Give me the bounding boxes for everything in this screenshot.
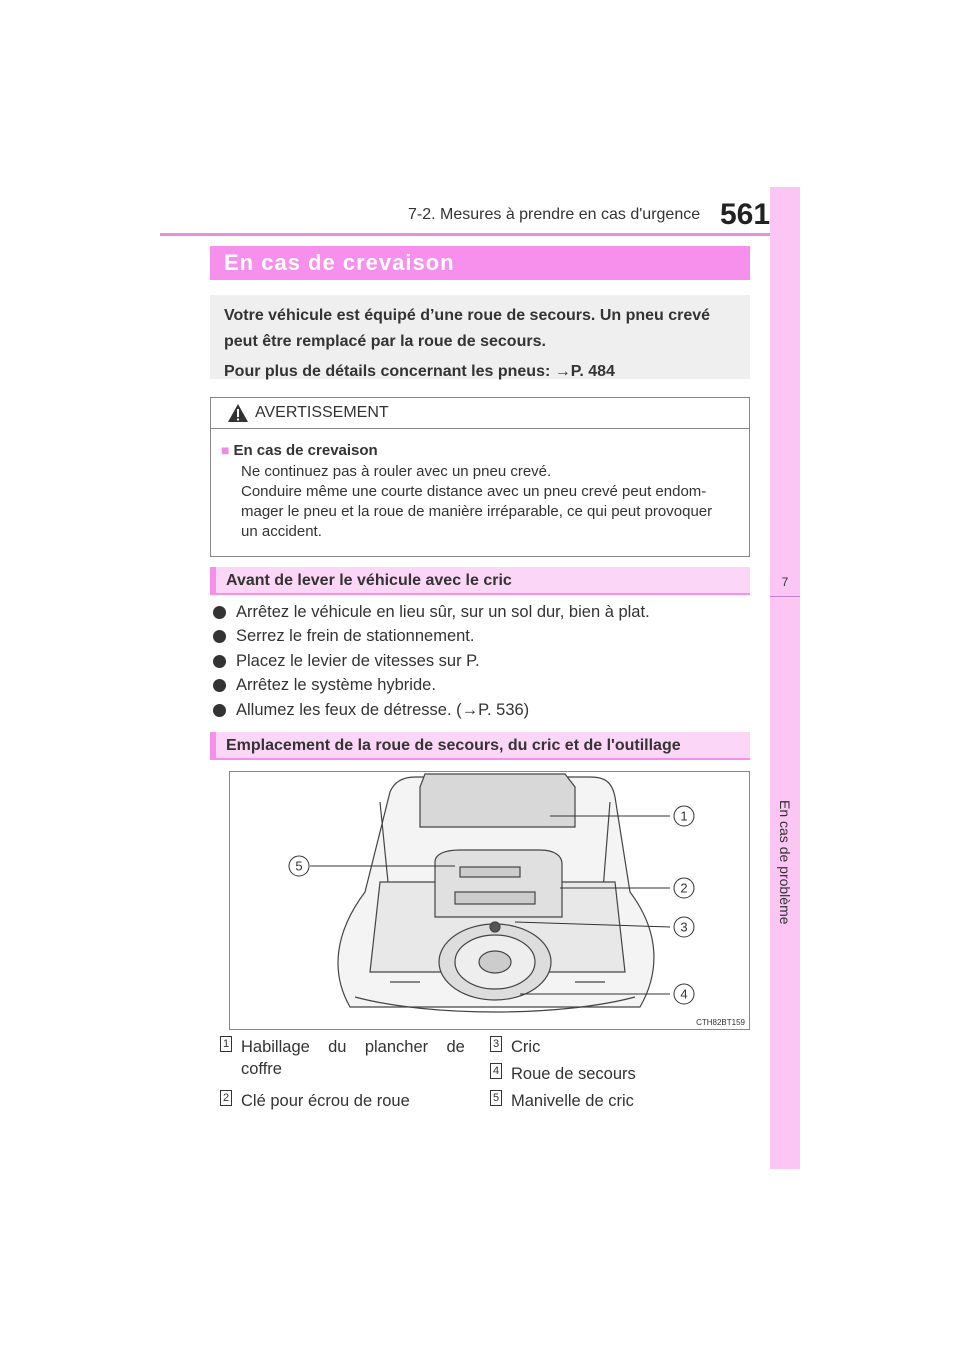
callout-5-label: 5 [295,858,303,874]
warning-body [241,462,741,542]
figure-code: CTH82BT159 [696,1018,745,1027]
warning-subheading-text: En cas de crevaison [233,442,378,459]
bullet-dot-icon [213,704,226,717]
section-underline [210,593,750,595]
warning-line-3: mager le pneu et la roue de manière irréparable, ce qui peut provoquer [241,503,713,520]
bullet-text: Allumez les feux de détresse. (→P. 536) [236,700,530,719]
list-item [213,649,753,674]
warning-subheading [221,442,378,459]
page-title [210,246,750,280]
section-underline [210,758,750,760]
bullet-dot-icon [213,606,226,619]
callout-1 [674,806,694,826]
callout-2-label: 2 [680,880,688,896]
bullet-text: Arrêtez le système hybride. [236,676,436,695]
warning-line-4: un accident. [241,523,322,540]
callout-3-label: 3 [680,919,688,935]
section-heading-location-text: Emplacement de la roue de secours, du cric et de l'outillage [226,737,681,754]
legend-number-badge: 3 [490,1036,502,1052]
section-heading-before-jacking-text: Avant de lever le véhicule avec le cric [226,572,512,589]
chapter-divider [770,596,800,597]
header-rule [160,233,800,236]
chapter-side-tab [770,187,800,1169]
bullet-dot-icon [213,630,226,643]
legend-item-3 [490,1036,750,1058]
chapter-label: En cas de problème [777,800,793,925]
bullet-dot-icon [213,679,226,692]
warning-heading: AVERTISSEMENT [255,404,389,421]
intro-line-3: Pour plus de détails concernant les pneus: →P. 484 [224,363,615,380]
legend-text-cont: coffre [241,1060,282,1078]
legend-number-badge: 2 [220,1090,232,1106]
bullet-dot-icon [213,655,226,668]
list-item [213,625,753,650]
callout-3 [674,917,694,937]
floor-board [420,774,575,827]
intro-line-1: Votre véhicule est équipé d’une roue de secours. Un pneu crevé [224,307,711,324]
legend-number-badge: 4 [490,1063,502,1079]
legend-text: Habillage du plancher de [241,1038,465,1056]
list-item [213,698,753,723]
section-heading-before-jacking [210,567,750,595]
legend-text: Clé pour écrou de roue [241,1092,410,1110]
intro-line-2: peut être remplacé par la roue de secours. [224,333,546,350]
intro-box [210,295,750,379]
page-number: 561 [720,198,771,231]
legend-text: Cric [511,1038,541,1056]
warning-line-1: Ne continuez pas à rouler avec un pneu crevé. [241,463,552,480]
warning-box [210,397,750,557]
trunk-illustration [229,771,750,1030]
legend-item-4 [490,1063,750,1085]
bullet-text: Placez le levier de vitesses sur P. [236,651,480,670]
legend-text: Roue de secours [511,1065,636,1083]
warning-line-2: Conduire même une courte distance avec un pneu crevé peut endom- [241,483,707,500]
legend-number-badge: 5 [490,1090,502,1106]
bullet-text: Arrêtez le véhicule en lieu sûr, sur un sol dur, bien à plat. [236,602,650,621]
trunk-drawing [230,772,749,1029]
callout-5 [289,856,309,876]
warning-header [211,398,749,429]
legend-item-5 [490,1090,750,1112]
bullet-list [213,600,753,723]
legend-item-1 [220,1036,480,1080]
list-item [213,600,753,625]
list-item [213,674,753,699]
callout-2 [674,878,694,898]
legend-text: Manivelle de cric [511,1092,634,1110]
callout-4-label: 4 [680,986,688,1002]
bullet-text: Serrez le frein de stationnement. [236,627,475,646]
section-heading-location [210,732,750,760]
callout-1-label: 1 [680,808,688,824]
chapter-number: 7 [781,575,789,589]
square-bullet-icon: ■ [221,442,230,458]
page-title-text: En cas de crevaison [224,250,455,275]
legend-item-2 [220,1090,480,1112]
header-section-title: 7-2. Mesures à prendre en cas d'urgence [408,206,701,223]
warning-triangle-icon [227,403,249,423]
callout-4 [674,984,694,1004]
legend-number-badge: 1 [220,1036,232,1052]
